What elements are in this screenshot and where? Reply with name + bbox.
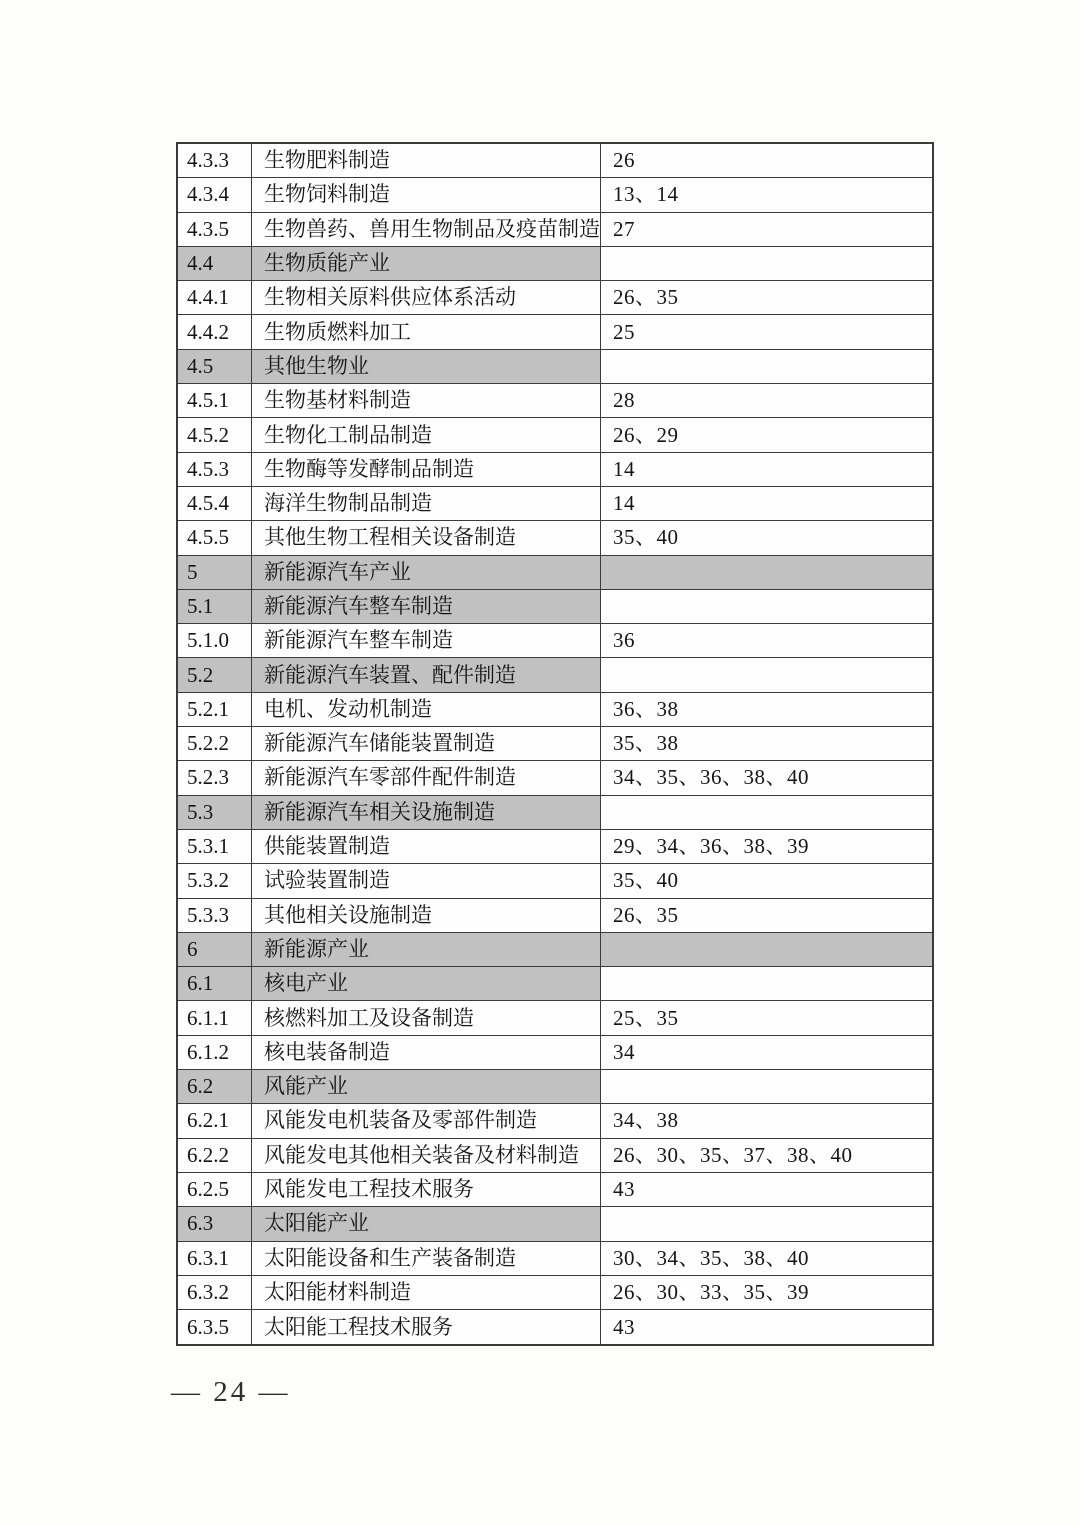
row-code: 5.2.3 [178, 761, 252, 794]
table-row [178, 761, 932, 795]
row-industry-name: 新能源汽车零部件配件制造 [252, 761, 601, 794]
table-row [178, 1001, 932, 1035]
row-category-codes: 29、34、36、38、39 [613, 834, 809, 859]
row-category-codes: 36、38 [613, 696, 679, 721]
table-row [178, 727, 932, 761]
row-industry-name: 生物酶等发酵制品制造 [252, 453, 601, 486]
row-code: 4.3.3 [178, 144, 252, 177]
row-code: 6.3.2 [178, 1276, 252, 1309]
row-industry-name: 太阳能材料制造 [252, 1276, 601, 1309]
table-row [178, 693, 932, 727]
row-code: 6.3 [178, 1207, 252, 1240]
row-code: 4.3.5 [178, 213, 252, 246]
row-category-codes: 27 [613, 216, 635, 241]
table-row [178, 624, 932, 658]
row-code: 4.5.1 [178, 384, 252, 417]
row-category-codes: 34、38 [613, 1108, 679, 1133]
table-row [178, 1173, 932, 1207]
row-industry-name: 太阳能产业 [252, 1207, 601, 1240]
row-category-codes: 35、38 [613, 731, 679, 756]
row-category-codes: 35、40 [613, 525, 679, 550]
table-row [178, 1242, 932, 1276]
row-category-codes: 25、35 [613, 1005, 679, 1030]
row-code: 5.3 [178, 796, 252, 829]
row-category-codes: 25 [613, 319, 635, 344]
row-code: 5.1.0 [178, 624, 252, 657]
row-industry-name: 新能源汽车整车制造 [252, 590, 601, 623]
row-code: 4.4.2 [178, 315, 252, 348]
table-row [178, 1104, 932, 1138]
table-row [178, 418, 932, 452]
row-code: 6.3.5 [178, 1310, 252, 1344]
table-row [178, 144, 932, 178]
row-industry-name: 风能发电工程技术服务 [252, 1173, 601, 1206]
row-code: 6.2.2 [178, 1139, 252, 1172]
row-code: 5.3.2 [178, 864, 252, 897]
row-industry-name: 核燃料加工及设备制造 [252, 1001, 601, 1034]
row-category-codes: 26、30、33、35、39 [613, 1279, 809, 1304]
table-row [178, 281, 932, 315]
row-industry-name: 新能源汽车装置、配件制造 [252, 658, 601, 691]
row-industry-name: 新能源汽车储能装置制造 [252, 727, 601, 760]
row-industry-name: 风能发电其他相关装备及材料制造 [252, 1139, 601, 1172]
table-row [178, 453, 932, 487]
row-code: 6.1 [178, 967, 252, 1000]
row-category-codes: 26 [613, 148, 635, 173]
row-industry-name: 生物肥料制造 [252, 144, 601, 177]
row-code: 5.3.1 [178, 830, 252, 863]
row-code: 5.2.1 [178, 693, 252, 726]
row-code: 4.5 [178, 350, 252, 383]
row-industry-name: 其他生物工程相关设备制造 [252, 521, 601, 554]
row-category-codes: 14 [613, 456, 635, 481]
row-code: 6.2.5 [178, 1173, 252, 1206]
section-header-row [178, 796, 932, 830]
row-code: 5.3.3 [178, 899, 252, 932]
row-industry-name: 风能发电机装备及零部件制造 [252, 1104, 601, 1137]
row-category-codes: 26、35 [613, 902, 679, 927]
row-category-codes [601, 1070, 932, 1103]
row-code: 4.5.3 [178, 453, 252, 486]
row-category-codes: 34、35、36、38、40 [613, 765, 809, 790]
row-code: 6.2 [178, 1070, 252, 1103]
row-category-codes: 14 [613, 491, 635, 516]
row-code: 4.3.4 [178, 178, 252, 211]
row-code: 6.1.2 [178, 1036, 252, 1069]
row-category-codes: 26、35 [613, 285, 679, 310]
row-industry-name: 生物相关原料供应体系活动 [252, 281, 601, 314]
row-category-codes [601, 796, 932, 829]
row-industry-name: 太阳能设备和生产装备制造 [252, 1242, 601, 1275]
row-category-codes [601, 967, 932, 1000]
row-industry-name: 新能源汽车整车制造 [252, 624, 601, 657]
section-header-row [178, 1070, 932, 1104]
table-row [178, 384, 932, 418]
row-category-codes: 35、40 [613, 868, 679, 893]
table-row [178, 830, 932, 864]
row-industry-name: 供能装置制造 [252, 830, 601, 863]
row-category-codes [601, 350, 932, 383]
table-row [178, 1310, 932, 1344]
row-industry-name: 其他相关设施制造 [252, 899, 601, 932]
row-code: 4.5.2 [178, 418, 252, 451]
row-category-codes: 43 [613, 1314, 635, 1339]
table-row [178, 487, 932, 521]
table-row [178, 213, 932, 247]
row-code: 5 [178, 556, 252, 589]
row-category-codes [601, 590, 932, 623]
row-category-codes [601, 1207, 932, 1240]
row-category-codes: 36 [613, 628, 635, 653]
table-row [178, 1276, 932, 1310]
row-category-codes [601, 658, 932, 691]
row-industry-name: 太阳能工程技术服务 [252, 1310, 601, 1344]
row-code: 6.2.1 [178, 1104, 252, 1137]
row-industry-name: 生物质能产业 [252, 247, 601, 280]
table-row [178, 864, 932, 898]
row-code: 4.5.4 [178, 487, 252, 520]
table-row [178, 899, 932, 933]
row-category-codes: 43 [613, 1177, 635, 1202]
row-industry-name: 海洋生物制品制造 [252, 487, 601, 520]
row-category-codes: 13、14 [613, 182, 679, 207]
row-industry-name: 生物质燃料加工 [252, 315, 601, 348]
section-header-row [178, 1207, 932, 1241]
row-code: 6 [178, 933, 252, 966]
industry-classification-table [176, 142, 934, 1346]
table-row [178, 1036, 932, 1070]
row-category-codes [601, 933, 932, 966]
row-code: 4.4.1 [178, 281, 252, 314]
row-category-codes: 34 [613, 1039, 635, 1064]
row-industry-name: 生物兽药、兽用生物制品及疫苗制造 [252, 213, 601, 246]
table-row [178, 521, 932, 555]
section-header-row [178, 967, 932, 1001]
row-industry-name: 核电产业 [252, 967, 601, 1000]
row-industry-name: 电机、发动机制造 [252, 693, 601, 726]
row-category-codes: 26、29 [613, 422, 679, 447]
section-header-row [178, 247, 932, 281]
row-industry-name: 生物基材料制造 [252, 384, 601, 417]
section-header-row [178, 556, 932, 590]
row-industry-name: 生物饲料制造 [252, 178, 601, 211]
row-category-codes: 28 [613, 388, 635, 413]
section-header-row [178, 933, 932, 967]
row-industry-name: 试验装置制造 [252, 864, 601, 897]
row-code: 5.2 [178, 658, 252, 691]
row-industry-name: 生物化工制品制造 [252, 418, 601, 451]
table-row [178, 315, 932, 349]
row-code: 5.2.2 [178, 727, 252, 760]
section-header-row [178, 350, 932, 384]
row-industry-name: 新能源汽车相关设施制造 [252, 796, 601, 829]
row-industry-name: 核电装备制造 [252, 1036, 601, 1069]
row-code: 6.1.1 [178, 1001, 252, 1034]
section-header-row [178, 658, 932, 692]
row-industry-name: 其他生物业 [252, 350, 601, 383]
row-category-codes: 30、34、35、38、40 [613, 1245, 809, 1270]
table-row [178, 1139, 932, 1173]
section-header-row [178, 590, 932, 624]
row-code: 4.5.5 [178, 521, 252, 554]
row-category-codes [601, 556, 932, 589]
row-industry-name: 新能源汽车产业 [252, 556, 601, 589]
row-code: 6.3.1 [178, 1242, 252, 1275]
row-code: 5.1 [178, 590, 252, 623]
table-row [178, 178, 932, 212]
row-industry-name: 新能源产业 [252, 933, 601, 966]
row-code: 4.4 [178, 247, 252, 280]
row-category-codes [601, 247, 932, 280]
page-number: — 24 — [171, 1376, 291, 1408]
row-industry-name: 风能产业 [252, 1070, 601, 1103]
row-category-codes: 26、30、35、37、38、40 [613, 1142, 853, 1167]
